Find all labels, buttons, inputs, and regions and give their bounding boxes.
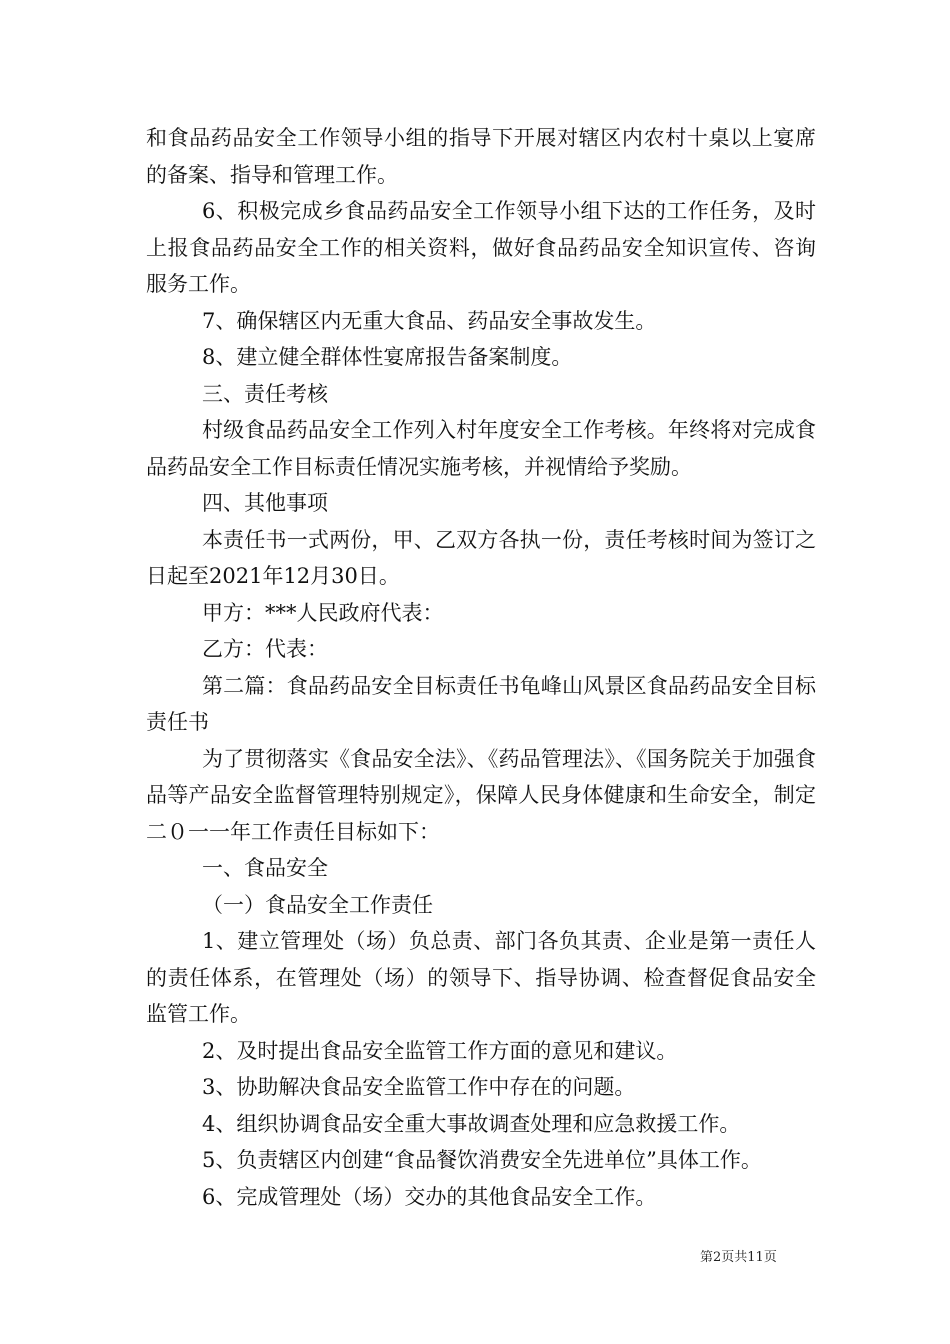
paragraph: 2、及时提出食品安全监管工作方面的意见和建议。 xyxy=(202,1038,678,1063)
paragraph: 6、积极完成乡食品药品安全工作领导小组下达的工作任务，及时上报食品药品安全工作的相关资料，做好食品药品安全知识宣传、咨询服务工作。 xyxy=(146,199,816,296)
page-number: 第2页共11页 xyxy=(700,1250,777,1265)
paragraph: 和食品药品安全工作领导小组的指导下开展对辖区内农村十桌以上宴席的备案、指导和管理工作。 xyxy=(146,126,816,187)
subsection-heading: （一）食品安全工作责任 xyxy=(202,892,433,917)
document-body xyxy=(146,120,816,1215)
section-heading: 三、责任考核 xyxy=(202,381,328,406)
paragraph: 为了贯彻落实《食品安全法》、《药品管理法》、《国务院关于加强食品等产品安全监督管理特别规定》，保障人民身体健康和生命安全，制定二０一一年工作责任目标如下： xyxy=(146,746,816,844)
signature-line-party-a: 甲方：***人民政府代表： xyxy=(202,600,444,625)
chapter-title: 第二篇：食品药品安全目标责任书龟峰山风景区食品药品安全目标责任书 xyxy=(146,673,816,734)
paragraph: 6、完成管理处（场）交办的其他食品安全工作。 xyxy=(202,1184,657,1209)
section-heading: 四、其他事项 xyxy=(202,491,328,515)
paragraph: 7、确保辖区内无重大食品、药品安全事故发生。 xyxy=(202,308,657,333)
paragraph: 4、组织协调食品安全重大事故调查处理和应急救援工作。 xyxy=(202,1111,741,1136)
paragraph: 1、建立管理处（场）负总责、部门各负其责、企业是第一责任人的责任体系，在管理处（场）的领导下、指导协调、检查督促食品安全监管工作。 xyxy=(146,929,816,1026)
section-heading: 一、食品安全 xyxy=(202,856,328,880)
paragraph: 村级食品药品安全工作列入村年度安全工作考核。年终将对完成食品药品安全工作目标责任情况实施考核，并视情给予奖励。 xyxy=(146,418,816,479)
paragraph: 8、建立健全群体性宴席报告备案制度。 xyxy=(202,345,573,369)
signature-line-party-b: 乙方：代表： xyxy=(202,637,328,661)
paragraph: 5、负责辖区内创建“食品餐饮消费安全先进单位”具体工作。 xyxy=(202,1148,762,1172)
paragraph: 本责任书一式两份，甲、乙双方各执一份，责任考核时间为签订之日起至2021年12月30日。 xyxy=(146,527,816,588)
paragraph: 3、协助解决食品安全监管工作中存在的问题。 xyxy=(202,1075,636,1099)
